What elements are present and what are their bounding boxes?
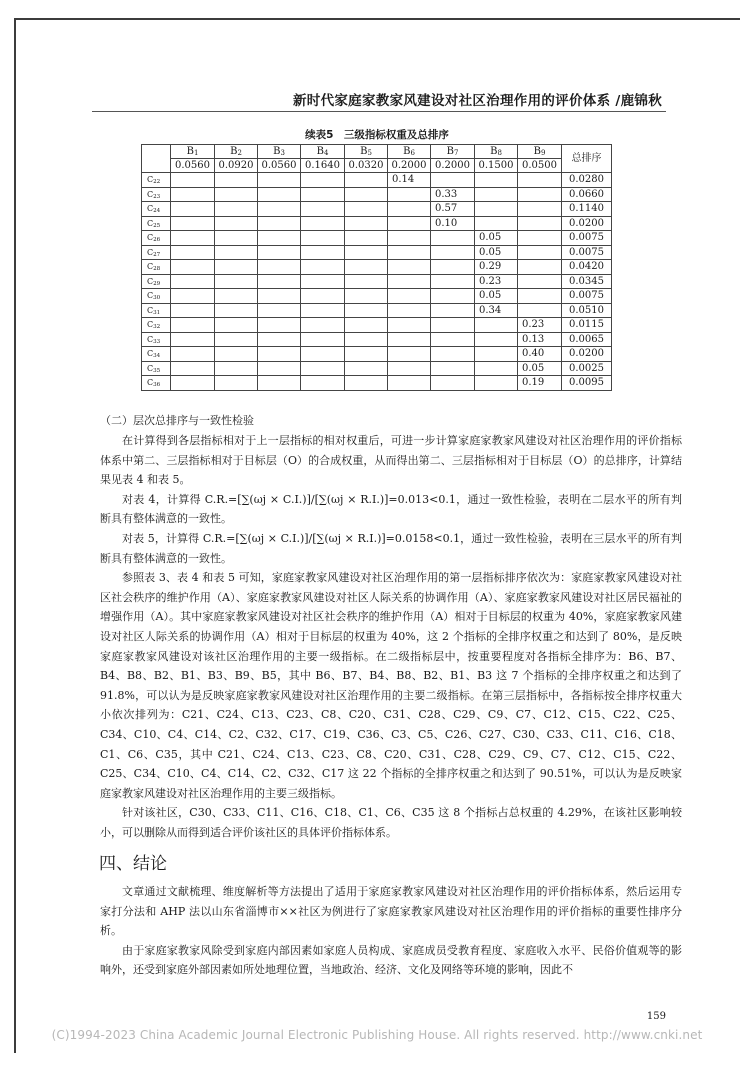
page-frame-top-rule	[14, 18, 740, 20]
page-frame-left-rule	[14, 18, 16, 1053]
table-row	[142, 187, 612, 202]
b-weight-1: 0.0560	[171, 159, 215, 173]
empty-cell	[171, 289, 215, 304]
empty-cell	[258, 216, 301, 231]
empty-cell	[475, 202, 518, 217]
paragraph-3: 对表 5，计算得 C.R.=[∑(ωj × C.I.)]/[∑(ωj × R.I.)]=0.0158<0.1，通过一致性检验，表明在三层水平的所有判断具有整体满意的一致性。	[100, 531, 682, 565]
empty-cell	[345, 376, 388, 391]
empty-cell	[258, 245, 301, 260]
empty-cell	[215, 332, 258, 347]
b-weight-6: 0.2000	[388, 159, 431, 173]
table-row	[142, 173, 612, 188]
empty-cell	[215, 303, 258, 318]
empty-cell	[301, 332, 345, 347]
empty-cell	[475, 173, 518, 188]
empty-cell	[388, 332, 431, 347]
empty-cell	[258, 260, 301, 275]
weight-cell: 0.29	[475, 260, 518, 275]
section-heading: 四、结论	[99, 854, 167, 874]
body-block-1	[100, 431, 682, 842]
empty-cell	[388, 260, 431, 275]
empty-cell	[171, 347, 215, 362]
total-cell: 0.0200	[562, 347, 612, 362]
row-label: $C_{34}$	[142, 347, 171, 362]
total-cell: 0.0420	[562, 260, 612, 275]
row-label: $C_{26}$	[142, 231, 171, 246]
empty-cell	[171, 318, 215, 333]
row-label: $C_{31}$	[142, 303, 171, 318]
weight-cell: 0.33	[431, 187, 475, 202]
table-row	[142, 202, 612, 217]
page-number: 159	[646, 1011, 666, 1022]
empty-cell	[258, 173, 301, 188]
b-label-6: $B_6$	[388, 145, 431, 159]
b-weight-9: 0.0500	[518, 159, 562, 173]
total-cell: 0.0075	[562, 289, 612, 304]
running-header-title: 新时代家庭家教家风建设对社区治理作用的评价体系 /鹿锦秋	[292, 93, 662, 109]
b-label-5: $B_5$	[345, 145, 388, 159]
empty-cell	[215, 376, 258, 391]
empty-cell	[431, 260, 475, 275]
empty-cell	[301, 231, 345, 246]
b-weight-7: 0.2000	[431, 159, 475, 173]
empty-cell	[388, 347, 431, 362]
empty-cell	[301, 173, 345, 188]
empty-cell	[301, 260, 345, 275]
empty-cell	[388, 361, 431, 376]
weight-cell: 0.14	[388, 173, 431, 188]
table-header-row-weights	[142, 159, 612, 173]
empty-cell	[518, 289, 562, 304]
empty-cell	[171, 231, 215, 246]
empty-cell	[431, 245, 475, 260]
empty-cell	[171, 332, 215, 347]
b-weight-4: 0.1640	[301, 159, 345, 173]
table-caption: 续表5 三级指标权重及总排序	[305, 129, 449, 141]
empty-cell	[258, 318, 301, 333]
table-row	[142, 216, 612, 231]
empty-cell	[258, 347, 301, 362]
empty-cell	[475, 318, 518, 333]
empty-cell	[345, 187, 388, 202]
empty-cell	[518, 216, 562, 231]
empty-cell	[258, 303, 301, 318]
empty-cell	[518, 231, 562, 246]
weight-cell: 0.05	[518, 361, 562, 376]
empty-cell	[431, 318, 475, 333]
b-label-3: $B_3$	[258, 145, 301, 159]
empty-cell	[171, 245, 215, 260]
paragraph-6: 文章通过文献梳理、维度解析等方法提出了适用于家庭家教家风建设对社区治理作用的评价指标体系，然后运用专家打分法和 AHP 法以山东省淄博市××社区为例进行了家庭家教家风建设对社区治理作用的评价指标的重要性排序分析。	[100, 885, 682, 938]
empty-cell	[258, 376, 301, 391]
table-row	[142, 231, 612, 246]
empty-cell	[171, 260, 215, 275]
empty-cell	[258, 274, 301, 289]
empty-cell	[301, 289, 345, 304]
empty-cell	[518, 260, 562, 275]
weight-cell: 0.10	[431, 216, 475, 231]
empty-cell	[215, 173, 258, 188]
empty-cell	[431, 231, 475, 246]
empty-cell	[345, 231, 388, 246]
empty-cell	[388, 187, 431, 202]
row-label: $C_{29}$	[142, 274, 171, 289]
empty-cell	[345, 173, 388, 188]
total-cell: 0.0075	[562, 245, 612, 260]
subsection-heading: （二）层次总排序与一致性检验	[100, 414, 254, 427]
empty-cell	[215, 289, 258, 304]
total-rank-header: 总排序	[562, 145, 612, 173]
empty-cell	[345, 202, 388, 217]
b-weight-8: 0.1500	[475, 159, 518, 173]
table-row	[142, 274, 612, 289]
empty-cell	[388, 303, 431, 318]
empty-cell	[301, 318, 345, 333]
row-label: $C_{23}$	[142, 187, 171, 202]
empty-cell	[518, 173, 562, 188]
b-label-4: $B_4$	[301, 145, 345, 159]
copyright-footer: (C)1994-2023 China Academic Journal Electronic Publishing House. All rights reserved. http://www.cnki.net	[51, 1028, 703, 1042]
empty-cell	[301, 187, 345, 202]
empty-cell	[301, 376, 345, 391]
empty-cell	[388, 318, 431, 333]
empty-cell	[475, 347, 518, 362]
empty-cell	[258, 332, 301, 347]
empty-cell	[258, 231, 301, 246]
table-row	[142, 260, 612, 275]
row-label: $C_{22}$	[142, 173, 171, 188]
empty-cell	[301, 202, 345, 217]
total-cell: 0.0510	[562, 303, 612, 318]
weights-table	[141, 144, 612, 391]
b-label-2: $B_2$	[215, 145, 258, 159]
b-label-1: $B_1$	[171, 145, 215, 159]
table-row	[142, 376, 612, 391]
empty-cell	[215, 245, 258, 260]
b-weight-2: 0.0920	[215, 159, 258, 173]
empty-cell	[388, 202, 431, 217]
empty-cell	[215, 202, 258, 217]
total-cell: 0.0075	[562, 231, 612, 246]
empty-cell	[171, 303, 215, 318]
weight-cell: 0.57	[431, 202, 475, 217]
row-label: $C_{25}$	[142, 216, 171, 231]
row-label: $C_{27}$	[142, 245, 171, 260]
empty-cell	[215, 231, 258, 246]
empty-cell	[215, 260, 258, 275]
row-label: $C_{28}$	[142, 260, 171, 275]
empty-cell	[258, 202, 301, 217]
total-cell: 0.0200	[562, 216, 612, 231]
empty-cell	[345, 260, 388, 275]
empty-cell	[258, 187, 301, 202]
paragraph-2: 对表 4，计算得 C.R.=[∑(ωj × C.I.)]/[∑(ωj × R.I.)]=0.013<0.1，通过一致性检验，表明在二层水平的所有判断具有整体满意的一致性。	[100, 492, 682, 526]
empty-cell	[301, 303, 345, 318]
row-label: $C_{33}$	[142, 332, 171, 347]
paragraph-7: 由于家庭家教家风除受到家庭内部因素如家庭人员构成、家庭成员受教育程度、家庭收入水平、民俗价值观等的影响外，还受到家庭外部因素如所处地理位置，当地政治、经济、文化及网络等环境的影响，因此不	[100, 943, 682, 977]
empty-cell	[518, 187, 562, 202]
empty-cell	[431, 347, 475, 362]
weight-cell: 0.40	[518, 347, 562, 362]
b-weight-5: 0.0320	[345, 159, 388, 173]
row-label: $C_{36}$	[142, 376, 171, 391]
empty-cell	[431, 274, 475, 289]
empty-cell	[171, 274, 215, 289]
empty-cell	[171, 216, 215, 231]
empty-cell	[388, 245, 431, 260]
empty-cell	[171, 173, 215, 188]
empty-cell	[475, 216, 518, 231]
table-row	[142, 289, 612, 304]
table-row	[142, 303, 612, 318]
table-header-row-labels	[142, 145, 612, 159]
empty-cell	[345, 347, 388, 362]
empty-cell	[215, 216, 258, 231]
total-cell: 0.0095	[562, 376, 612, 391]
paragraph-1: 在计算得到各层指标相对于上一层指标的相对权重后，可进一步计算家庭家教家风建设对社区治理作用的评价指标体系中第二、三层指标相对于目标层（O）的合成权重，从而得出第二、三层指标相对于目标层（O）的总排序，计算结果见表 4 和表 5。	[100, 434, 682, 487]
total-cell: 0.0345	[562, 274, 612, 289]
empty-cell	[345, 303, 388, 318]
paragraph-4: 参照表 3、表 4 和表 5 可知，家庭家教家风建设对社区治理作用的第一层指标排序依次为：家庭家教家风建设对社区社会秩序的维护作用（A）、家庭家教家风建设对社区人际关系的协调作用（A）、家庭家教家风建设对社区居民福祉的增强作用（A）。其中家庭家教家风建设对社区社会秩序的维护作用（A）相对于目标层的权重为 40%，家庭家教家风建设对社区人际关系的协调作用（A）相对于目标层的权重为 40%，这 2 个指标的全排序权重之和达到了 80%，是反映家庭家教家风建设对该社区治理作用的主要一级指标。在二级指标层中，按重要程度对各指标全排序为：B6、B7、B4、B8、B2、B1、B3、B9、B5，其中 B6、B7、B4、B8、B2、B1、B3 这 7 个指标的全排序权重之和达到了 91.8%，可以认为是反映家庭家教家风建设对社区治理作用的主要二级指标。在第三层指标中，各指标按全排序权重大小依次排列为：C21、C24、C13、C23、C8、C20、C31、C28、C29、C9、C7、C12、C15、C22、C25、C34、C10、C4、C14、C2、C32、C17、C19、C36、C3、C5、C26、C27、C30、C33、C11、C16、C18、C1、C6、C35，其中 C21、C24、C13、C23、C8、C20、C31、C28、C29、C9、C7、C12、C15、C22、C25、C34、C10、C4、C14、C2、C32、C17 这 22 个指标的全排序权重之和达到了 90.51%，可以认为是反映家庭家教家风建设对社区治理作用的主要三级指标。	[100, 571, 682, 800]
empty-cell	[431, 303, 475, 318]
empty-cell	[301, 347, 345, 362]
empty-cell	[258, 361, 301, 376]
empty-cell	[345, 332, 388, 347]
b-label-8: $B_8$	[475, 145, 518, 159]
b-label-9: $B_9$	[518, 145, 562, 159]
empty-cell	[431, 173, 475, 188]
body-block-2	[100, 882, 682, 980]
empty-cell	[301, 216, 345, 231]
header-divider	[92, 111, 666, 112]
empty-cell	[345, 289, 388, 304]
table-row	[142, 347, 612, 362]
weight-cell: 0.23	[475, 274, 518, 289]
table-row	[142, 318, 612, 333]
empty-cell	[431, 361, 475, 376]
empty-cell	[431, 289, 475, 304]
empty-cell	[475, 332, 518, 347]
total-cell: 0.0280	[562, 173, 612, 188]
weight-cell: 0.34	[475, 303, 518, 318]
weight-cell: 0.23	[518, 318, 562, 333]
empty-cell	[518, 245, 562, 260]
empty-cell	[301, 274, 345, 289]
total-cell: 0.1140	[562, 202, 612, 217]
row-label: $C_{32}$	[142, 318, 171, 333]
empty-cell	[518, 202, 562, 217]
empty-cell	[258, 289, 301, 304]
weight-cell: 0.13	[518, 332, 562, 347]
weight-cell: 0.05	[475, 231, 518, 246]
empty-cell	[475, 376, 518, 391]
total-cell: 0.0065	[562, 332, 612, 347]
empty-cell	[345, 245, 388, 260]
table-row	[142, 361, 612, 376]
empty-cell	[171, 202, 215, 217]
weight-cell: 0.05	[475, 289, 518, 304]
table-row	[142, 332, 612, 347]
empty-cell	[475, 361, 518, 376]
empty-cell	[215, 187, 258, 202]
empty-cell	[388, 289, 431, 304]
b-weight-3: 0.0560	[258, 159, 301, 173]
empty-cell	[215, 318, 258, 333]
table-body	[142, 173, 612, 391]
empty-cell	[301, 361, 345, 376]
weight-cell: 0.19	[518, 376, 562, 391]
empty-cell	[388, 231, 431, 246]
weight-cell: 0.05	[475, 245, 518, 260]
row-label: $C_{35}$	[142, 361, 171, 376]
paragraph-5: 针对该社区，C30、C33、C11、C16、C18、C1、C6、C35 这 8 个指标占总权重的 4.29%，在该社区影响较小，可以删除从而得到适合评价该社区的具体评价指标体系。	[100, 806, 682, 839]
empty-cell	[518, 303, 562, 318]
empty-cell	[215, 347, 258, 362]
empty-cell	[475, 187, 518, 202]
empty-cell	[345, 361, 388, 376]
row-label: $C_{30}$	[142, 289, 171, 304]
total-cell: 0.0025	[562, 361, 612, 376]
row-label: $C_{24}$	[142, 202, 171, 217]
table-corner-cell	[142, 145, 171, 173]
total-cell: 0.0660	[562, 187, 612, 202]
empty-cell	[388, 376, 431, 391]
empty-cell	[171, 361, 215, 376]
empty-cell	[171, 187, 215, 202]
empty-cell	[345, 318, 388, 333]
empty-cell	[518, 274, 562, 289]
empty-cell	[388, 216, 431, 231]
empty-cell	[431, 332, 475, 347]
empty-cell	[345, 216, 388, 231]
empty-cell	[171, 376, 215, 391]
empty-cell	[345, 274, 388, 289]
empty-cell	[215, 361, 258, 376]
empty-cell	[215, 274, 258, 289]
total-cell: 0.0115	[562, 318, 612, 333]
table-row	[142, 245, 612, 260]
empty-cell	[431, 376, 475, 391]
empty-cell	[388, 274, 431, 289]
empty-cell	[301, 245, 345, 260]
b-label-7: $B_7$	[431, 145, 475, 159]
